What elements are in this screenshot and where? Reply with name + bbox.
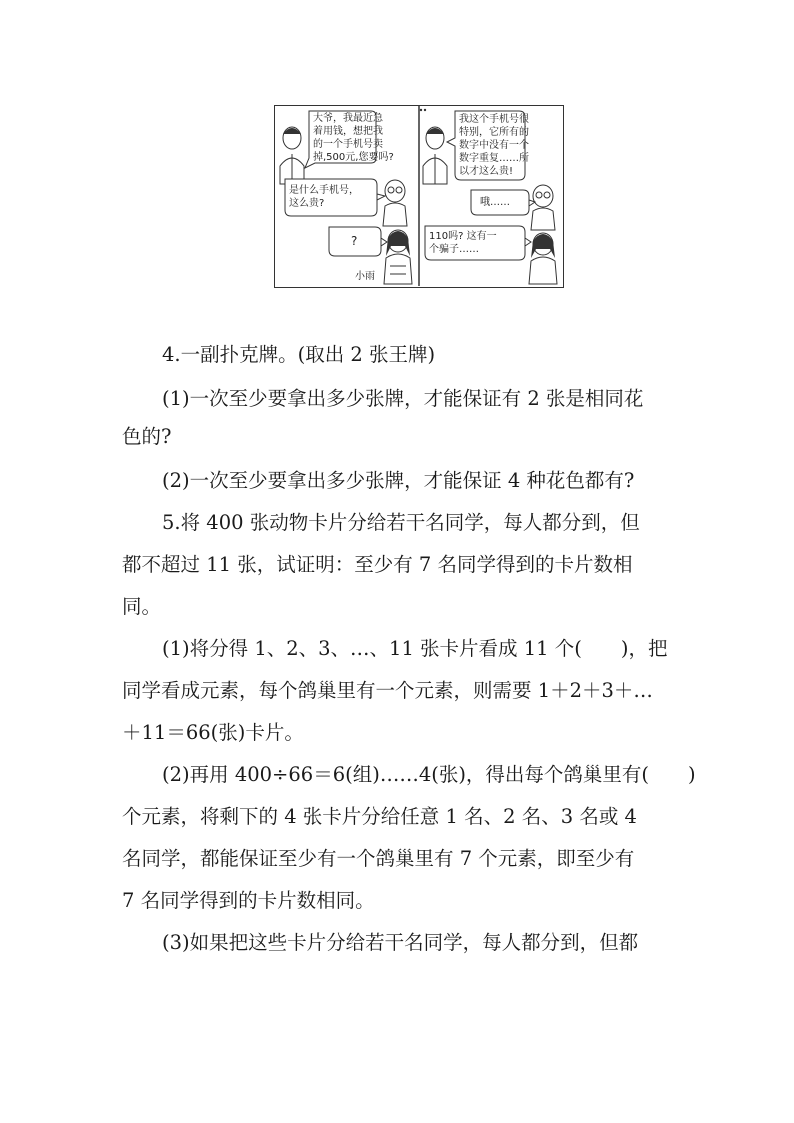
question-5-2-line-2: 个元素，将剩下的 4 张卡片分给任意 1 名、2 名、3 名或 4 bbox=[122, 805, 637, 828]
question-5-1-line-1: (1)将分得 1、2、3、…、11 张卡片看成 11 个( )，把 bbox=[162, 637, 668, 660]
question-4-2: (2)一次至少要拿出多少张牌，才能保证 4 种花色都有? bbox=[162, 469, 635, 492]
girl-figure-right bbox=[529, 233, 557, 284]
girl-speech-left: ? bbox=[351, 234, 358, 248]
question-5-3-line-1: (3)如果把这些卡片分给若干名同学，每人都分到，但都 bbox=[162, 931, 639, 954]
question-5-1-line-2: 同学看成元素，每个鸽巢里有一个元素，则需要 1＋2＋3＋… bbox=[122, 679, 653, 702]
grandpa-speech-right: 哦…… bbox=[480, 197, 510, 208]
girl-speech-right: 110吗? 这有一 个骗子…… bbox=[429, 231, 497, 255]
question-5-2-line-1: (2)再用 400÷66＝6(组)……4(张)，得出每个鸽巢里有( ) bbox=[162, 763, 696, 786]
question-5-1-line-3: ＋11＝66(张)卡片。 bbox=[122, 721, 304, 744]
grandpa-figure-left bbox=[383, 180, 407, 226]
comic-illustration bbox=[274, 105, 564, 288]
question-5-line-1: 5.将 400 张动物卡片分给若干名同学，每人都分到，但 bbox=[162, 511, 640, 534]
girl-name-label: 小雨 bbox=[355, 271, 375, 282]
grandpa-figure-right bbox=[531, 185, 555, 230]
uncle-speech-left: 大爷，我最近急 着用钱，想把我 的一个手机号卖 掉,500元,您要吗? bbox=[313, 113, 394, 163]
question-5-line-3: 同。 bbox=[122, 595, 162, 618]
question-4-1-line-1: (1)一次至少要拿出多少张牌，才能保证有 2 张是相同花 bbox=[162, 387, 644, 410]
question-4-title: 4.一副扑克牌。(取出 2 张王牌) bbox=[162, 343, 436, 366]
girl-figure-left bbox=[384, 230, 412, 284]
uncle-speech-right: 我这个手机号很 特别，它所有的 数字中没有一个 数字重复……所 以才这么贵! bbox=[459, 114, 529, 177]
question-4-1-line-2: 色的? bbox=[122, 425, 172, 448]
grandpa-speech-left: 是什么手机号， 这么贵? bbox=[289, 185, 359, 209]
question-5-line-2: 都不超过 11 张，试证明：至少有 7 名同学得到的卡片数相 bbox=[122, 553, 633, 576]
question-5-2-line-3: 名同学，都能保证至少有一个鸽巢里有 7 个元素，即至少有 bbox=[122, 847, 635, 870]
question-5-2-line-4: 7 名同学得到的卡片数相同。 bbox=[122, 889, 375, 912]
uncle-figure-left bbox=[280, 127, 304, 184]
uncle-figure-right bbox=[423, 127, 447, 184]
